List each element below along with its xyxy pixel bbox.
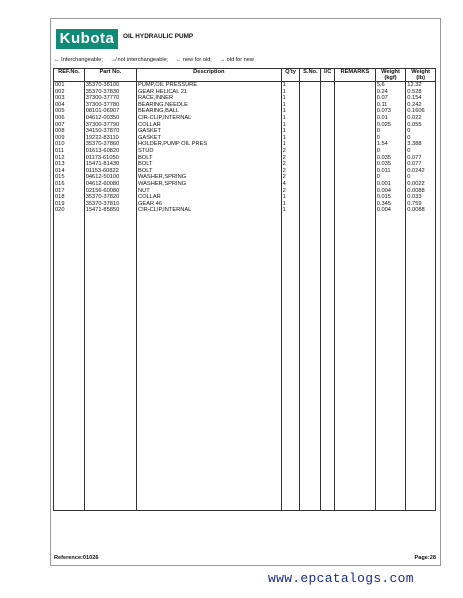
cell-ic xyxy=(321,128,335,135)
cell-ref: 015 xyxy=(54,174,85,181)
cell-weight-lb: 12.32 xyxy=(406,82,436,89)
cell-weight-lb: 3.388 xyxy=(406,141,436,148)
cell-ref: 003 xyxy=(54,95,85,102)
cell-ref: 010 xyxy=(54,141,85,148)
cell-sno xyxy=(300,128,321,135)
cell-part-no: 19222-83110 xyxy=(84,135,136,142)
cell-ref: 005 xyxy=(54,108,85,115)
col-header-description: Description xyxy=(136,69,281,82)
cell-description: STUD xyxy=(136,148,281,155)
cell-part-no: 35370-37810 xyxy=(84,201,136,208)
reference-number: Reference:01026 xyxy=(54,555,99,561)
cell-part-no: 04612-60080 xyxy=(84,181,136,188)
cell-weight-lb: 0.242 xyxy=(406,102,436,109)
legend-new-for-old: ← new for old; xyxy=(175,57,212,63)
table-row xyxy=(54,161,436,168)
cell-ref: 020 xyxy=(54,207,85,214)
table-filler-row xyxy=(54,214,436,511)
table-row xyxy=(54,174,436,181)
cell-qty: 2 xyxy=(281,161,300,168)
legend-interchangeable: ↔ Interchangeable; xyxy=(54,57,103,63)
table-row xyxy=(54,89,436,96)
cell-part-no: 35370-37860 xyxy=(84,141,136,148)
col-header-ic: I/C xyxy=(321,69,335,82)
cell-sno xyxy=(300,108,321,115)
cell-description: WASHER,SPRING xyxy=(136,181,281,188)
parts-table-body xyxy=(54,82,436,511)
cell-sno xyxy=(300,95,321,102)
empty-cell xyxy=(300,214,321,511)
cell-qty: 1 xyxy=(281,82,300,89)
cell-remarks xyxy=(335,155,376,162)
cell-part-no: 35370-37820 xyxy=(84,194,136,201)
cell-ic xyxy=(321,82,335,89)
cell-weight-lb: 0 xyxy=(406,135,436,142)
cell-weight-kgf: 0.004 xyxy=(375,207,406,214)
cell-weight-kgf: 0 xyxy=(375,174,406,181)
empty-cell xyxy=(375,214,406,511)
cell-ic xyxy=(321,168,335,175)
cell-sno xyxy=(300,174,321,181)
cell-ic xyxy=(321,155,335,162)
cell-weight-lb: 0.077 xyxy=(406,155,436,162)
cell-ref: 016 xyxy=(54,181,85,188)
cell-ic xyxy=(321,174,335,181)
cell-weight-kgf: 0.01 xyxy=(375,115,406,122)
cell-weight-lb: 0.528 xyxy=(406,89,436,96)
cell-weight-kgf: 0.11 xyxy=(375,102,406,109)
cell-weight-kgf: 0.025 xyxy=(375,122,406,129)
table-row xyxy=(54,102,436,109)
cell-remarks xyxy=(335,122,376,129)
cell-ref: 017 xyxy=(54,188,85,195)
cell-qty: 1 xyxy=(281,89,300,96)
cell-remarks xyxy=(335,168,376,175)
cell-remarks xyxy=(335,135,376,142)
table-row xyxy=(54,95,436,102)
cell-description: NUT xyxy=(136,188,281,195)
cell-part-no: 37300-37780 xyxy=(84,102,136,109)
cell-part-no: 35370-38100 xyxy=(84,82,136,89)
cell-ref: 014 xyxy=(54,168,85,175)
cell-weight-kgf: 1.54 xyxy=(375,141,406,148)
table-row xyxy=(54,201,436,208)
cell-ic xyxy=(321,115,335,122)
cell-remarks xyxy=(335,174,376,181)
cell-ic xyxy=(321,181,335,188)
cell-ic xyxy=(321,108,335,115)
cell-part-no: 04612-50100 xyxy=(84,174,136,181)
cell-weight-kgf: 0.001 xyxy=(375,181,406,188)
cell-description: COLLAR xyxy=(136,122,281,129)
cell-sno xyxy=(300,168,321,175)
cell-qty: 2 xyxy=(281,148,300,155)
cell-description: BOLT xyxy=(136,161,281,168)
cell-ic xyxy=(321,141,335,148)
cell-ref: 013 xyxy=(54,161,85,168)
cell-part-no: 34150-37870 xyxy=(84,128,136,135)
cell-remarks xyxy=(335,128,376,135)
cell-ref: 008 xyxy=(54,128,85,135)
cell-description: BOLT xyxy=(136,168,281,175)
cell-ref: 006 xyxy=(54,115,85,122)
cell-part-no: 01173-61050 xyxy=(84,155,136,162)
cell-remarks xyxy=(335,207,376,214)
cell-ref: 011 xyxy=(54,148,85,155)
cell-weight-kgf: 0.073 xyxy=(375,108,406,115)
table-row xyxy=(54,207,436,214)
cell-remarks xyxy=(335,108,376,115)
catalog-page xyxy=(50,18,441,566)
cell-ref: 002 xyxy=(54,89,85,96)
cell-remarks xyxy=(335,148,376,155)
cell-weight-lb: 0.759 xyxy=(406,201,436,208)
cell-sno xyxy=(300,155,321,162)
cell-ic xyxy=(321,148,335,155)
cell-weight-kgf: 0.035 xyxy=(375,161,406,168)
cell-ic xyxy=(321,207,335,214)
page-title: OIL HYDRAULIC PUMP xyxy=(123,33,194,40)
cell-qty: 1 xyxy=(281,128,300,135)
cell-sno xyxy=(300,102,321,109)
cell-ic xyxy=(321,161,335,168)
cell-remarks xyxy=(335,89,376,96)
cell-weight-lb: 0.0088 xyxy=(406,188,436,195)
cell-remarks xyxy=(335,82,376,89)
cell-description: CIR-CLIP,INTERNAL xyxy=(136,207,281,214)
cell-description: GASKET xyxy=(136,128,281,135)
cell-qty: 2 xyxy=(281,174,300,181)
cell-remarks xyxy=(335,95,376,102)
cell-ref: 019 xyxy=(54,201,85,208)
cell-part-no: 35370-37830 xyxy=(84,89,136,96)
page-number: Page:28 xyxy=(414,555,436,561)
empty-cell xyxy=(84,214,136,511)
cell-weight-kgf: 0.004 xyxy=(375,188,406,195)
cell-description: CIR-CLIP,INTERNAL xyxy=(136,115,281,122)
col-header-weight-lb: Weight (lb) xyxy=(406,69,436,82)
legend-not-interchangeable: ↛ not interchangeable; xyxy=(110,57,169,63)
cell-remarks xyxy=(335,141,376,148)
cell-qty: 1 xyxy=(281,141,300,148)
cell-part-no: 37300-37770 xyxy=(84,95,136,102)
cell-weight-kgf: 0 xyxy=(375,128,406,135)
col-header-remarks: REMARKS xyxy=(335,69,376,82)
kubota-logo: Kubota xyxy=(56,29,118,49)
cell-sno xyxy=(300,207,321,214)
cell-ic xyxy=(321,135,335,142)
cell-sno xyxy=(300,82,321,89)
table-row xyxy=(54,168,436,175)
cell-description: GEAR HELICAL 21 xyxy=(136,89,281,96)
cell-part-no: 37300-37790 xyxy=(84,122,136,129)
cell-description: GEAR 46 xyxy=(136,201,281,208)
cell-remarks xyxy=(335,194,376,201)
cell-weight-lb: 0.154 xyxy=(406,95,436,102)
cell-ref: 001 xyxy=(54,82,85,89)
cell-sno xyxy=(300,181,321,188)
cell-ref: 007 xyxy=(54,122,85,129)
cell-ic xyxy=(321,188,335,195)
cell-remarks xyxy=(335,161,376,168)
col-header-weight-kgf: Weight (kgf) xyxy=(375,69,406,82)
cell-remarks xyxy=(335,115,376,122)
cell-remarks xyxy=(335,201,376,208)
cell-weight-kgf: 0.24 xyxy=(375,89,406,96)
cell-qty: 1 xyxy=(281,201,300,208)
cell-weight-kgf: 0.07 xyxy=(375,95,406,102)
cell-remarks xyxy=(335,102,376,109)
cell-part-no: 08101-06907 xyxy=(84,108,136,115)
cell-weight-kgf: 0.011 xyxy=(375,168,406,175)
cell-sno xyxy=(300,148,321,155)
cell-sno xyxy=(300,194,321,201)
cell-qty: 1 xyxy=(281,102,300,109)
cell-qty: 1 xyxy=(281,135,300,142)
cell-part-no: 04612-00350 xyxy=(84,115,136,122)
cell-qty: 2 xyxy=(281,188,300,195)
table-row xyxy=(54,82,436,89)
cell-remarks xyxy=(335,181,376,188)
cell-remarks xyxy=(335,188,376,195)
cell-weight-lb: 0 xyxy=(406,128,436,135)
table-row xyxy=(54,194,436,201)
cell-qty: 1 xyxy=(281,122,300,129)
cell-description: HOLDER,PUMP OIL PRES xyxy=(136,141,281,148)
cell-qty: 1 xyxy=(281,207,300,214)
cell-sno xyxy=(300,161,321,168)
cell-sno xyxy=(300,135,321,142)
cell-qty: 1 xyxy=(281,108,300,115)
cell-ic xyxy=(321,201,335,208)
cell-ic xyxy=(321,122,335,129)
cell-description: PUMP,OIL PRESSURE xyxy=(136,82,281,89)
cell-description: WASHER,SPRING xyxy=(136,174,281,181)
table-row xyxy=(54,128,436,135)
cell-sno xyxy=(300,89,321,96)
cell-part-no: 01613-60820 xyxy=(84,148,136,155)
watermark-text: www.epcatalogs.com xyxy=(268,571,414,586)
cell-qty: 2 xyxy=(281,168,300,175)
cell-ref: 004 xyxy=(54,102,85,109)
cell-ref: 009 xyxy=(54,135,85,142)
cell-weight-lb: 0.0022 xyxy=(406,181,436,188)
empty-cell xyxy=(136,214,281,511)
cell-qty: 2 xyxy=(281,155,300,162)
cell-weight-lb: 0.077 xyxy=(406,161,436,168)
cell-sno xyxy=(300,115,321,122)
cell-part-no: 01153-60822 xyxy=(84,168,136,175)
cell-qty: 1 xyxy=(281,194,300,201)
cell-weight-lb: 0.055 xyxy=(406,122,436,129)
cell-part-no: 15471-81430 xyxy=(84,161,136,168)
cell-ic xyxy=(321,95,335,102)
cell-qty: 1 xyxy=(281,95,300,102)
cell-weight-lb: 0 xyxy=(406,174,436,181)
col-header-qty: Q'ty xyxy=(281,69,300,82)
cell-description: BEARING,NEEDLE xyxy=(136,102,281,109)
table-row xyxy=(54,122,436,129)
cell-weight-kgf: 5.6 xyxy=(375,82,406,89)
cell-weight-lb: 0.022 xyxy=(406,115,436,122)
cell-part-no: 15471-85850 xyxy=(84,207,136,214)
cell-weight-kgf: 0 xyxy=(375,148,406,155)
cell-sno xyxy=(300,188,321,195)
col-header-part-no: Part No. xyxy=(84,69,136,82)
cell-ref: 018 xyxy=(54,194,85,201)
cell-weight-lb: 0.0242 xyxy=(406,168,436,175)
cell-weight-kgf: 0.035 xyxy=(375,155,406,162)
cell-weight-lb: 0.0088 xyxy=(406,207,436,214)
cell-ref: 012 xyxy=(54,155,85,162)
table-row xyxy=(54,108,436,115)
cell-weight-lb: 0.033 xyxy=(406,194,436,201)
cell-ic xyxy=(321,102,335,109)
cell-weight-kgf: 0.015 xyxy=(375,194,406,201)
cell-part-no: 02156-60080 xyxy=(84,188,136,195)
cell-description: BEARING,BALL xyxy=(136,108,281,115)
cell-qty: 4 xyxy=(281,181,300,188)
cell-ic xyxy=(321,194,335,201)
table-row xyxy=(54,188,436,195)
empty-cell xyxy=(321,214,335,511)
cell-description: RACE,INNER xyxy=(136,95,281,102)
table-row xyxy=(54,135,436,142)
col-header-sno: S.No. xyxy=(300,69,321,82)
cell-weight-kgf: 0.345 xyxy=(375,201,406,208)
empty-cell xyxy=(335,214,376,511)
cell-sno xyxy=(300,122,321,129)
cell-sno xyxy=(300,141,321,148)
cell-ic xyxy=(321,89,335,96)
legend-old-for-new: → old for new xyxy=(219,57,254,63)
cell-qty: 1 xyxy=(281,115,300,122)
cell-description: GASKET xyxy=(136,135,281,142)
table-row xyxy=(54,141,436,148)
interchange-legend xyxy=(54,57,260,63)
table-header-row xyxy=(54,69,436,82)
table-row xyxy=(54,181,436,188)
empty-cell xyxy=(406,214,436,511)
cell-sno xyxy=(300,201,321,208)
parts-table xyxy=(53,68,436,511)
cell-description: COLLAR xyxy=(136,194,281,201)
empty-cell xyxy=(281,214,300,511)
table-row xyxy=(54,115,436,122)
table-row xyxy=(54,148,436,155)
empty-cell xyxy=(54,214,85,511)
col-header-ref: REF.No. xyxy=(54,69,85,82)
cell-description: BOLT xyxy=(136,155,281,162)
cell-weight-lb: 0.1606 xyxy=(406,108,436,115)
table-row xyxy=(54,155,436,162)
cell-weight-kgf: 0 xyxy=(375,135,406,142)
cell-weight-lb: 0 xyxy=(406,148,436,155)
